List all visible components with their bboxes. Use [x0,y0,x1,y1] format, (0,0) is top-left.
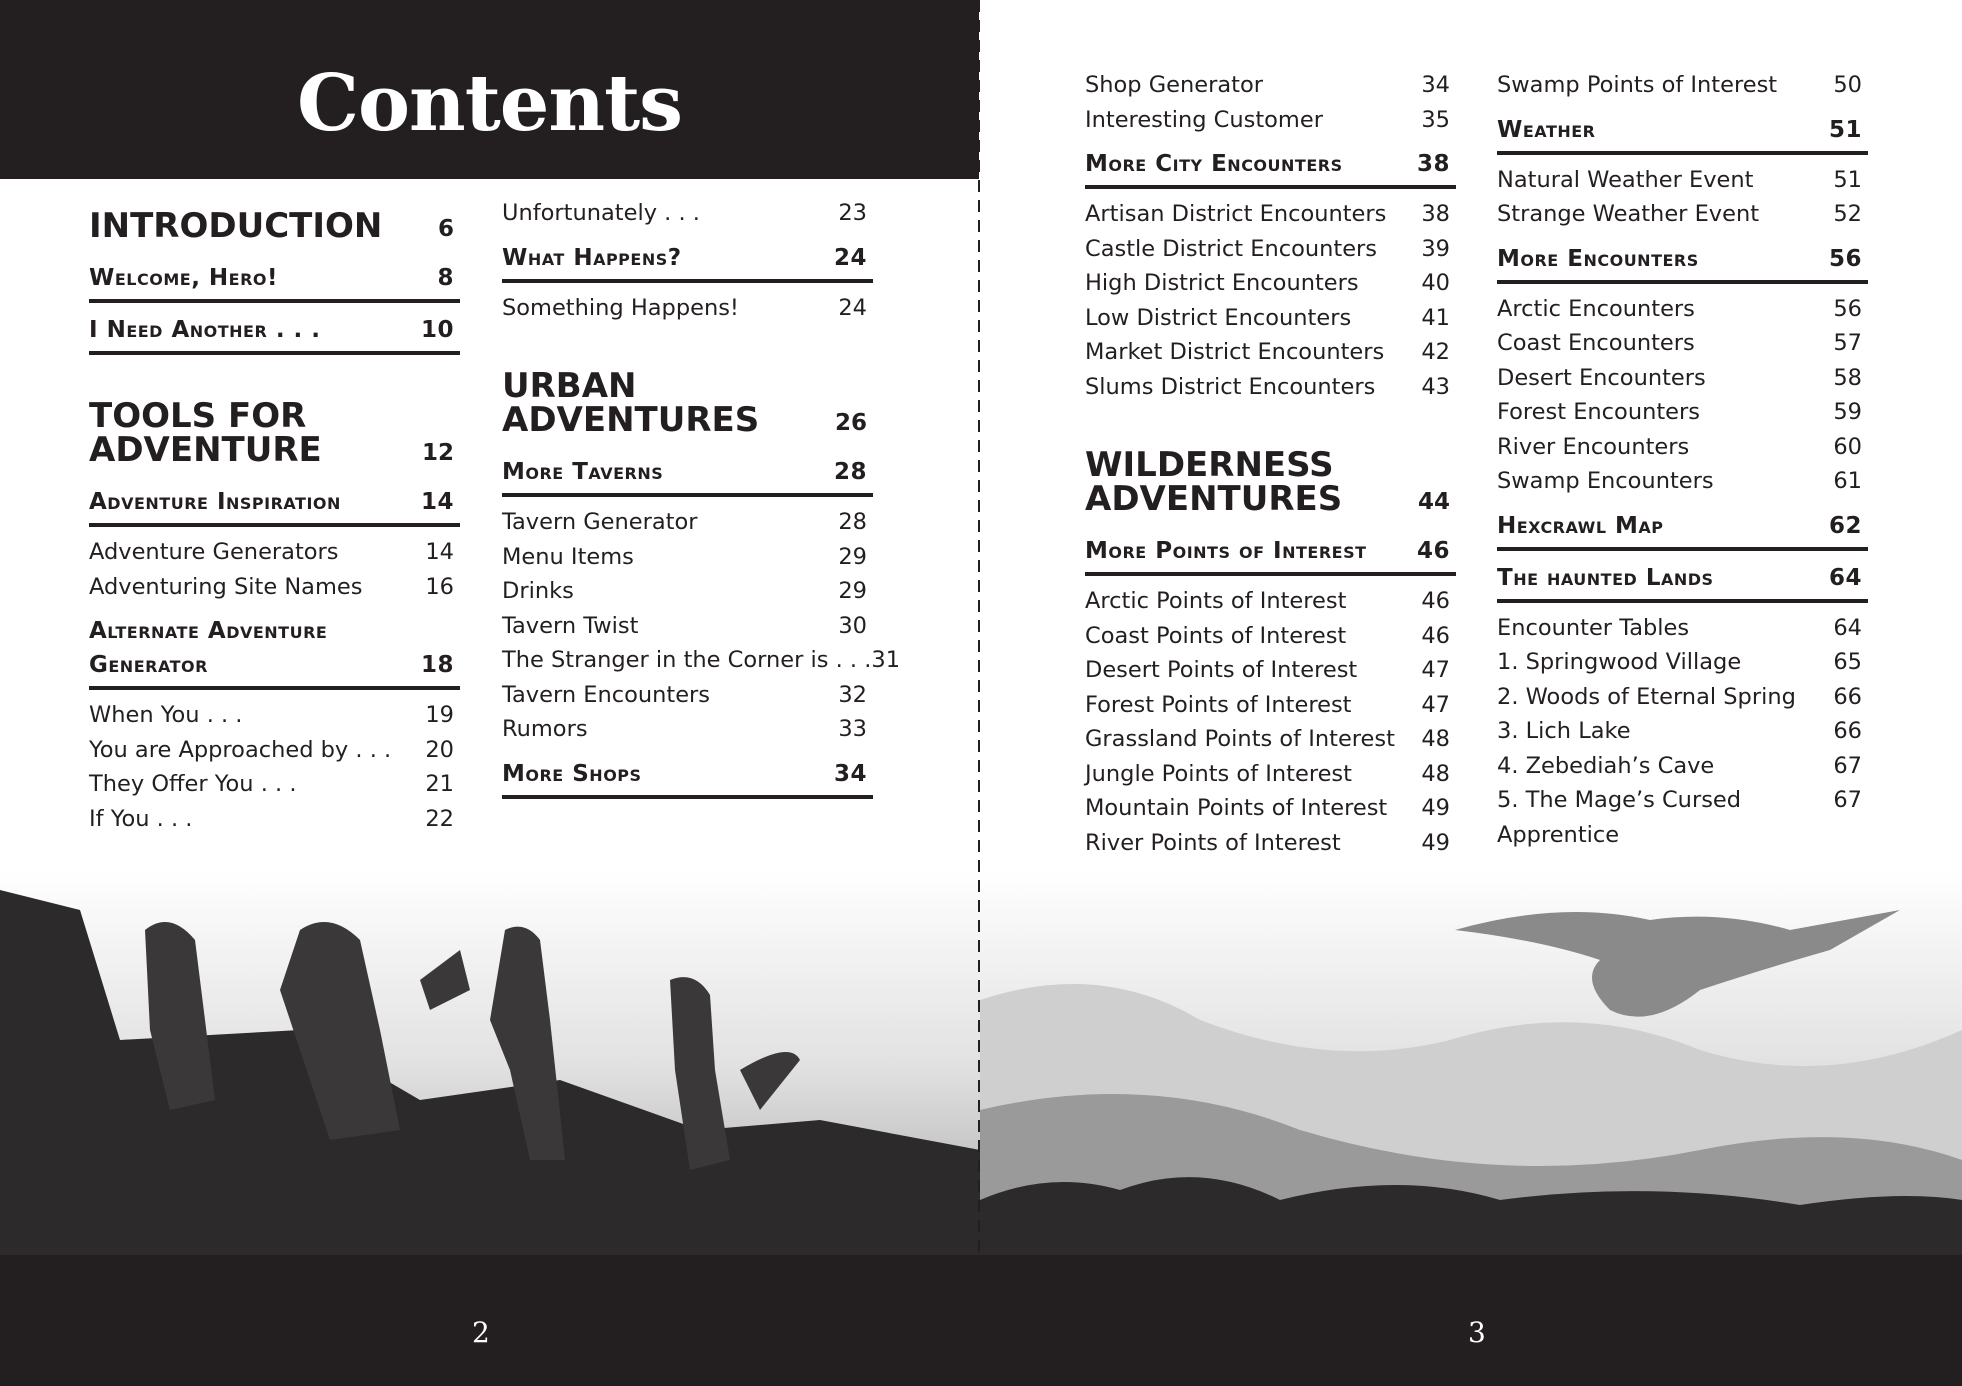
toc-entry-title: 2. Woods of Eternal Spring [1497,683,1796,710]
toc-page-number: 35 [1421,106,1450,133]
toc-entry[interactable] [1085,757,1456,792]
toc-page-number: 23 [838,200,867,226]
toc-entry-title: Menu Items [502,543,634,570]
toc-entry-title: Alternate Adventure Generator [89,618,328,678]
toc-page-number: 26 [834,410,867,436]
toc-page-number: 57 [1833,330,1862,356]
page-number-left: 2 [472,1316,490,1349]
toc-entry[interactable] [1497,68,1868,103]
toc-entry-title: Forest Encounters [1497,399,1700,425]
toc-page-number: 50 [1833,72,1862,98]
toc-entry-title: Slums District Encounters [1085,373,1376,400]
toc-page-number: 66 [1833,683,1862,710]
toc-page-number: 43 [1421,373,1450,400]
toc-page-number: 30 [838,612,867,639]
toc-entry-title: Arctic Points of Interest [1085,588,1347,614]
toc-page-number: 6 [437,216,454,242]
toc-column-2 [502,196,901,807]
toc-page-number: 22 [425,805,454,832]
toc-page-number: 56 [1833,295,1862,322]
toc-entry[interactable] [1085,103,1456,138]
toc-entry[interactable] [1085,335,1456,370]
toc-page-number: 18 [420,652,454,678]
toc-section-heading[interactable] [1085,534,1456,576]
toc-entry[interactable] [1085,584,1456,619]
toc-entry[interactable] [89,733,460,768]
toc-chapter-heading[interactable] [89,396,460,470]
toc-page-number: 19 [425,702,454,728]
toc-page-number: 47 [1421,657,1450,683]
toc-entry-title: INTRODUCTION [89,206,383,246]
toc-entry[interactable] [1085,232,1456,267]
toc-page-number: 32 [838,681,867,708]
toc-entry[interactable] [502,505,873,540]
toc-entry[interactable] [1085,653,1456,688]
toc-column-4 [1497,68,1868,852]
toc-entry[interactable] [89,767,460,802]
toc-entry-title: Coast Points of Interest [1085,622,1347,649]
toc-page-number: 28 [838,509,867,535]
toc-page-number: 49 [1421,829,1450,856]
toc-page-number: 66 [1833,718,1862,744]
toc-section-heading[interactable] [89,261,460,303]
toc-entry-title: River Points of Interest [1085,829,1341,856]
toc-entry-title: More Shops [502,760,642,787]
toc-entry-title: WILDERNESS ADVENTURES [1085,445,1343,519]
toc-entry[interactable] [502,291,873,326]
page-title: Contents [296,58,683,149]
toc-page-number: 62 [1828,512,1862,539]
toc-page-number: 56 [1828,245,1862,272]
toc-entry[interactable] [502,540,873,575]
toc-page-number: 46 [1421,622,1450,649]
toc-entry-title: Swamp Points of Interest [1497,72,1778,98]
toc-entry[interactable] [1497,292,1868,327]
toc-page-number: 48 [1421,760,1450,787]
toc-section-heading[interactable] [502,757,873,799]
toc-entry-title: Adventure Inspiration [89,489,341,515]
toc-entry[interactable] [1497,395,1868,430]
toc-entry-title: 1. Springwood Village [1497,649,1742,675]
toc-entry-title: Rumors [502,716,588,742]
toc-entry[interactable] [1085,197,1456,232]
toc-section-heading[interactable] [89,485,460,527]
page-footer [0,1255,1962,1386]
toc-entry[interactable] [1085,688,1456,723]
toc-entry-title: Swamp Encounters [1497,468,1714,494]
toc-entry-title: Hexcrawl Map [1497,512,1664,539]
toc-entry[interactable] [1085,791,1456,826]
toc-page-number: 46 [1421,588,1450,614]
toc-entry-title: Adventuring Site Names [89,573,363,600]
toc-entry[interactable] [502,712,873,747]
toc-entry-title: Tavern Encounters [502,681,711,708]
toc-entry[interactable] [502,678,873,713]
toc-entry[interactable] [1085,826,1456,861]
toc-entry-title: 4. Zebediah’s Cave [1497,752,1715,779]
toc-column-1 [89,195,460,836]
toc-entry-title: More Points of Interest [1085,538,1367,564]
toc-page-number: 38 [1421,201,1450,227]
toc-entry[interactable] [1497,163,1868,198]
toc-entry-title: Encounter Tables [1497,614,1690,641]
toc-entry[interactable] [1497,611,1868,646]
toc-page-number: 51 [1828,116,1862,143]
toc-entry[interactable] [89,535,460,570]
toc-page-number: 48 [1421,726,1450,752]
toc-page-number: 8 [437,265,454,291]
toc-entry-title: Castle District Encounters [1085,235,1378,262]
toc-entry-title: You are Approached by . . . [89,736,392,763]
toc-page-number: 39 [1421,235,1450,262]
toc-entry[interactable] [1497,749,1868,784]
toc-section-heading[interactable] [1497,113,1868,155]
toc-entry-title: Arctic Encounters [1497,295,1695,322]
toc-entry-title: Shop Generator [1085,72,1264,98]
toc-page-number: 28 [833,459,867,485]
toc-entry[interactable] [1085,68,1456,103]
toc-entry[interactable] [502,196,873,231]
toc-page-number: 52 [1833,201,1862,227]
toc-entry-title: Desert Encounters [1497,364,1706,391]
toc-entry-title: Something Happens! [502,294,739,321]
toc-section-heading[interactable] [89,614,460,690]
toc-entry[interactable] [1497,361,1868,396]
toc-page-number: 64 [1828,564,1862,591]
toc-entry[interactable] [1497,714,1868,749]
illustration-band [0,870,1962,1256]
toc-page-number: 46 [1416,538,1450,564]
toc-entry[interactable] [1497,464,1868,499]
toc-entry[interactable] [502,574,873,609]
toc-page-number: 67 [1833,752,1862,779]
toc-entry-title: Interesting Customer [1085,106,1323,133]
toc-entry-title: 5. The Mage’s Cursed Apprentice [1497,787,1742,848]
toc-page-number: 67 [1833,787,1862,813]
toc-entry-title: Low District Encounters [1085,304,1352,331]
toc-entry-title: Tavern Generator [502,509,698,535]
toc-entry-title: Market District Encounters [1085,339,1385,365]
toc-page-number: 29 [838,543,867,570]
toc-page-number: 40 [1421,270,1450,296]
toc-entry[interactable] [1497,197,1868,232]
toc-chapter-heading[interactable] [502,366,873,440]
toc-page-number: 16 [425,573,454,600]
toc-page-number: 64 [1833,614,1862,641]
toc-entry-title: River Encounters [1497,433,1690,460]
toc-entry-title: Mountain Points of Interest [1085,795,1388,821]
toc-entry-title: Unfortunately . . . [502,200,700,226]
toc-page-number: 34 [833,760,867,787]
toc-entry-title: The Stranger in the Corner is . . . [502,647,872,673]
toc-page-number: 12 [421,440,454,466]
toc-entry-title: Forest Points of Interest [1085,691,1352,718]
toc-page-number: 24 [838,294,867,321]
toc-entry[interactable] [1085,266,1456,301]
toc-entry[interactable] [89,570,460,605]
toc-entry-title: TOOLS FOR ADVENTURE [89,396,322,470]
toc-section-heading[interactable] [502,241,873,283]
toc-page-number: 14 [420,489,454,515]
toc-entry-title: Strange Weather Event [1497,201,1760,227]
toc-entry-title: URBAN ADVENTURES [502,366,760,440]
toc-entry-title: Desert Points of Interest [1085,657,1358,683]
toc-section-heading[interactable] [89,313,460,355]
toc-page-number: 60 [1833,433,1862,460]
toc-entry[interactable] [1085,301,1456,336]
toc-page-number: 21 [425,771,454,797]
toc-section-heading[interactable] [1085,147,1456,189]
toc-entry-title: If You . . . [89,805,193,832]
toc-entry[interactable] [1085,370,1456,405]
toc-page-number: 41 [1421,304,1450,331]
toc-entry-title: Artisan District Encounters [1085,201,1387,227]
toc-entry-title: Natural Weather Event [1497,166,1754,193]
toc-page-number: 20 [425,736,454,763]
toc-page-number: 51 [1833,166,1862,193]
toc-entry-title: Grassland Points of Interest [1085,726,1395,752]
toc-entry[interactable] [1085,619,1456,654]
toc-entry-title: 3. Lich Lake [1497,718,1631,744]
toc-page-number: 24 [833,244,867,271]
toc-page-number: 59 [1833,399,1862,425]
toc-column-3 [1085,68,1456,860]
toc-page-number: 14 [425,539,454,565]
toc-entry-title: More Taverns [502,459,664,485]
toc-entry-title: The haunted Lands [1497,564,1714,591]
toc-entry-title: More Encounters [1497,245,1699,272]
toc-entry[interactable] [1497,680,1868,715]
toc-entry-title: Adventure Generators [89,539,339,565]
toc-entry-title: Drinks [502,578,574,604]
toc-entry[interactable] [502,643,901,678]
toc-page-number: 49 [1421,795,1450,821]
toc-entry-title: When You . . . [89,702,243,728]
toc-page-number: 65 [1833,649,1862,675]
landscape-illustration [0,870,1962,1256]
toc-section-heading[interactable] [502,455,873,497]
toc-page-number: 58 [1833,364,1862,391]
toc-section-heading[interactable] [1497,242,1868,284]
toc-page-number: 33 [838,716,867,742]
toc-chapter-heading[interactable] [89,206,460,246]
toc-entry[interactable] [502,609,873,644]
toc-entry[interactable] [1497,783,1868,852]
toc-page-number: 31 [871,647,901,673]
toc-page-number: 34 [1421,72,1450,98]
toc-page-number: 29 [838,578,867,604]
toc-page-number: 10 [420,317,454,343]
toc-page-number: 38 [1416,151,1450,177]
toc-entry-title: Weather [1497,116,1596,143]
toc-page-number: 61 [1833,468,1862,494]
toc-page-number: 44 [1417,489,1450,515]
toc-chapter-heading[interactable] [1085,445,1456,519]
toc-entry[interactable] [1497,430,1868,465]
toc-entry[interactable] [1497,326,1868,361]
toc-entry[interactable] [1497,645,1868,680]
toc-section-heading[interactable] [1497,561,1868,603]
page-number-right: 3 [1468,1316,1486,1349]
toc-entry[interactable] [1085,722,1456,757]
toc-entry-title: I Need Another . . . [89,317,321,343]
toc-entry-title: Welcome, Hero! [89,265,279,291]
toc-entry-title: What Happens? [502,244,682,271]
page-spine-divider [978,0,980,1386]
toc-page-number: 47 [1421,691,1450,718]
toc-entry-title: They Offer You . . . [89,771,297,797]
toc-entry-title: Jungle Points of Interest [1085,760,1352,787]
toc-entry[interactable] [89,698,460,733]
toc-entry-title: Tavern Twist [502,612,639,639]
toc-entry-title: High District Encounters [1085,270,1359,296]
toc-entry[interactable] [89,802,460,837]
toc-entry-title: Coast Encounters [1497,330,1695,356]
toc-page-number: 42 [1421,339,1450,365]
toc-entry-title: More City Encounters [1085,151,1343,177]
toc-section-heading[interactable] [1497,509,1868,551]
